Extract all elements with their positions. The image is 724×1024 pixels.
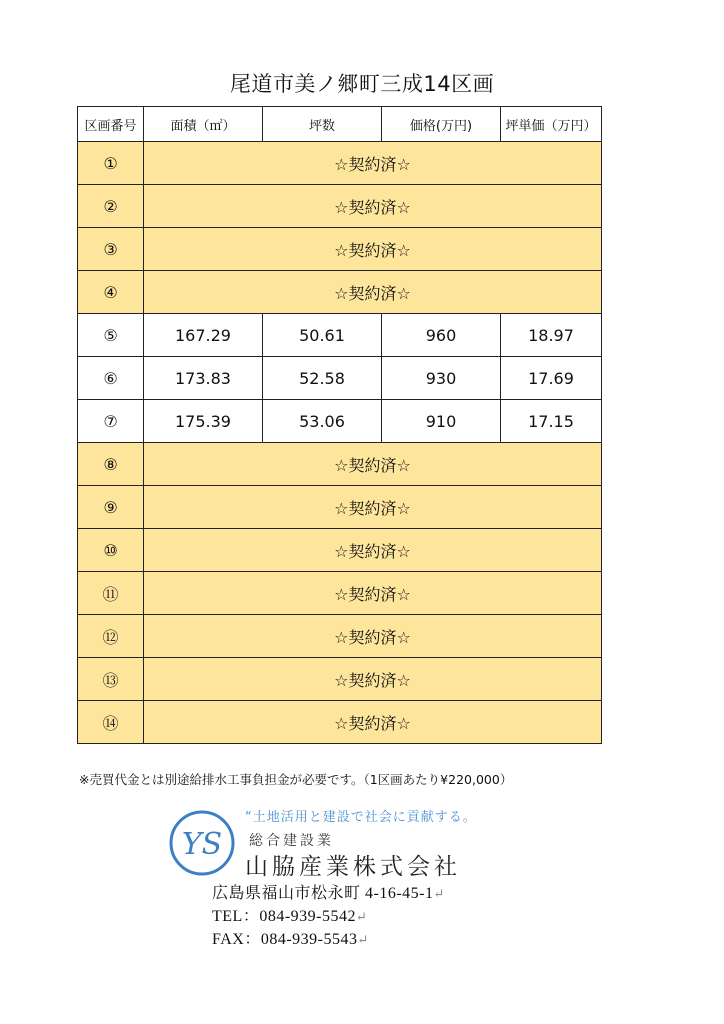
tsubo-value: 53.06 [263,400,382,443]
sold-status: ☆契約済☆ [144,271,602,314]
lot-number: ⑩ [78,529,144,572]
table-row [78,357,602,400]
lot-number: ⑫ [78,615,144,658]
unit-price-value: 17.15 [501,400,602,443]
sold-status: ☆契約済☆ [144,701,602,744]
header-lot-number: 区画番号 [78,107,144,142]
lot-number: ⑥ [78,357,144,400]
lot-number: ⑨ [78,486,144,529]
company-logo [167,808,237,878]
lot-number: ⑪ [78,572,144,615]
header-unit-price: 坪単価（万円） [501,107,602,142]
return-mark: ↵ [357,932,369,947]
return-mark: ↵ [433,886,445,901]
company-fax [212,926,369,949]
lot-number: ⑤ [78,314,144,357]
sold-status: ☆契約済☆ [144,572,602,615]
unit-price-value: 18.97 [501,314,602,357]
page-title: 尾道市美ノ郷町三成14区画 [229,72,495,96]
return-mark: ↵ [355,909,368,924]
company-tagline: “土地活用と建設で社会に貢献する。 [245,810,477,825]
sold-status: ☆契約済☆ [144,529,602,572]
table-row [78,486,602,529]
lot-number: ③ [78,228,144,271]
table-row [78,400,602,443]
logo-text: YS [181,827,223,862]
sold-status: ☆契約済☆ [144,658,602,701]
tsubo-value: 50.61 [263,314,382,357]
lot-number: ⑭ [78,701,144,744]
table-row [78,658,602,701]
table-row [78,185,602,228]
company-tel [212,903,367,926]
address-text: 広島県福山市松永町 4-16-45-1 [212,885,434,902]
lot-number: ⑬ [78,658,144,701]
table-row [78,443,602,486]
footnote: ※売買代金とは別途給排水工事負担金が必要です。（1区画あたり¥220,000） [79,772,513,787]
tel-text: TEL：084-939-5542 [212,908,356,925]
price-value: 960 [382,314,501,357]
lot-number: ② [78,185,144,228]
table-header-row [78,107,602,142]
price-value: 910 [382,400,501,443]
sold-status: ☆契約済☆ [144,615,602,658]
area-value: 173.83 [144,357,263,400]
tsubo-value: 52.58 [263,357,382,400]
header-area: 面積（㎡） [144,107,263,142]
price-value: 930 [382,357,501,400]
unit-price-value: 17.69 [501,357,602,400]
lot-number: ⑧ [78,443,144,486]
table-row [78,572,602,615]
area-value: 175.39 [144,400,263,443]
company-type: 総合建設業 [249,833,334,849]
lot-number: ⑦ [78,400,144,443]
header-tsubo: 坪数 [263,107,382,142]
table-row [78,142,602,185]
lot-number: ① [78,142,144,185]
company-address [212,880,445,903]
header-price: 価格(万円) [382,107,501,142]
company-block [165,802,565,1002]
sold-status: ☆契約済☆ [144,443,602,486]
fax-text: FAX：084-939-5543 [212,931,358,948]
table-row [78,615,602,658]
table-row [78,701,602,744]
table-row [78,529,602,572]
table-row [78,271,602,314]
area-value: 167.29 [144,314,263,357]
sold-status: ☆契約済☆ [144,228,602,271]
lot-table [77,106,602,744]
sold-status: ☆契約済☆ [144,185,602,228]
table-row [78,314,602,357]
sold-status: ☆契約済☆ [144,142,602,185]
lot-number: ④ [78,271,144,314]
company-name: 山脇産業株式会社 [245,854,461,880]
table-row [78,228,602,271]
sold-status: ☆契約済☆ [144,486,602,529]
